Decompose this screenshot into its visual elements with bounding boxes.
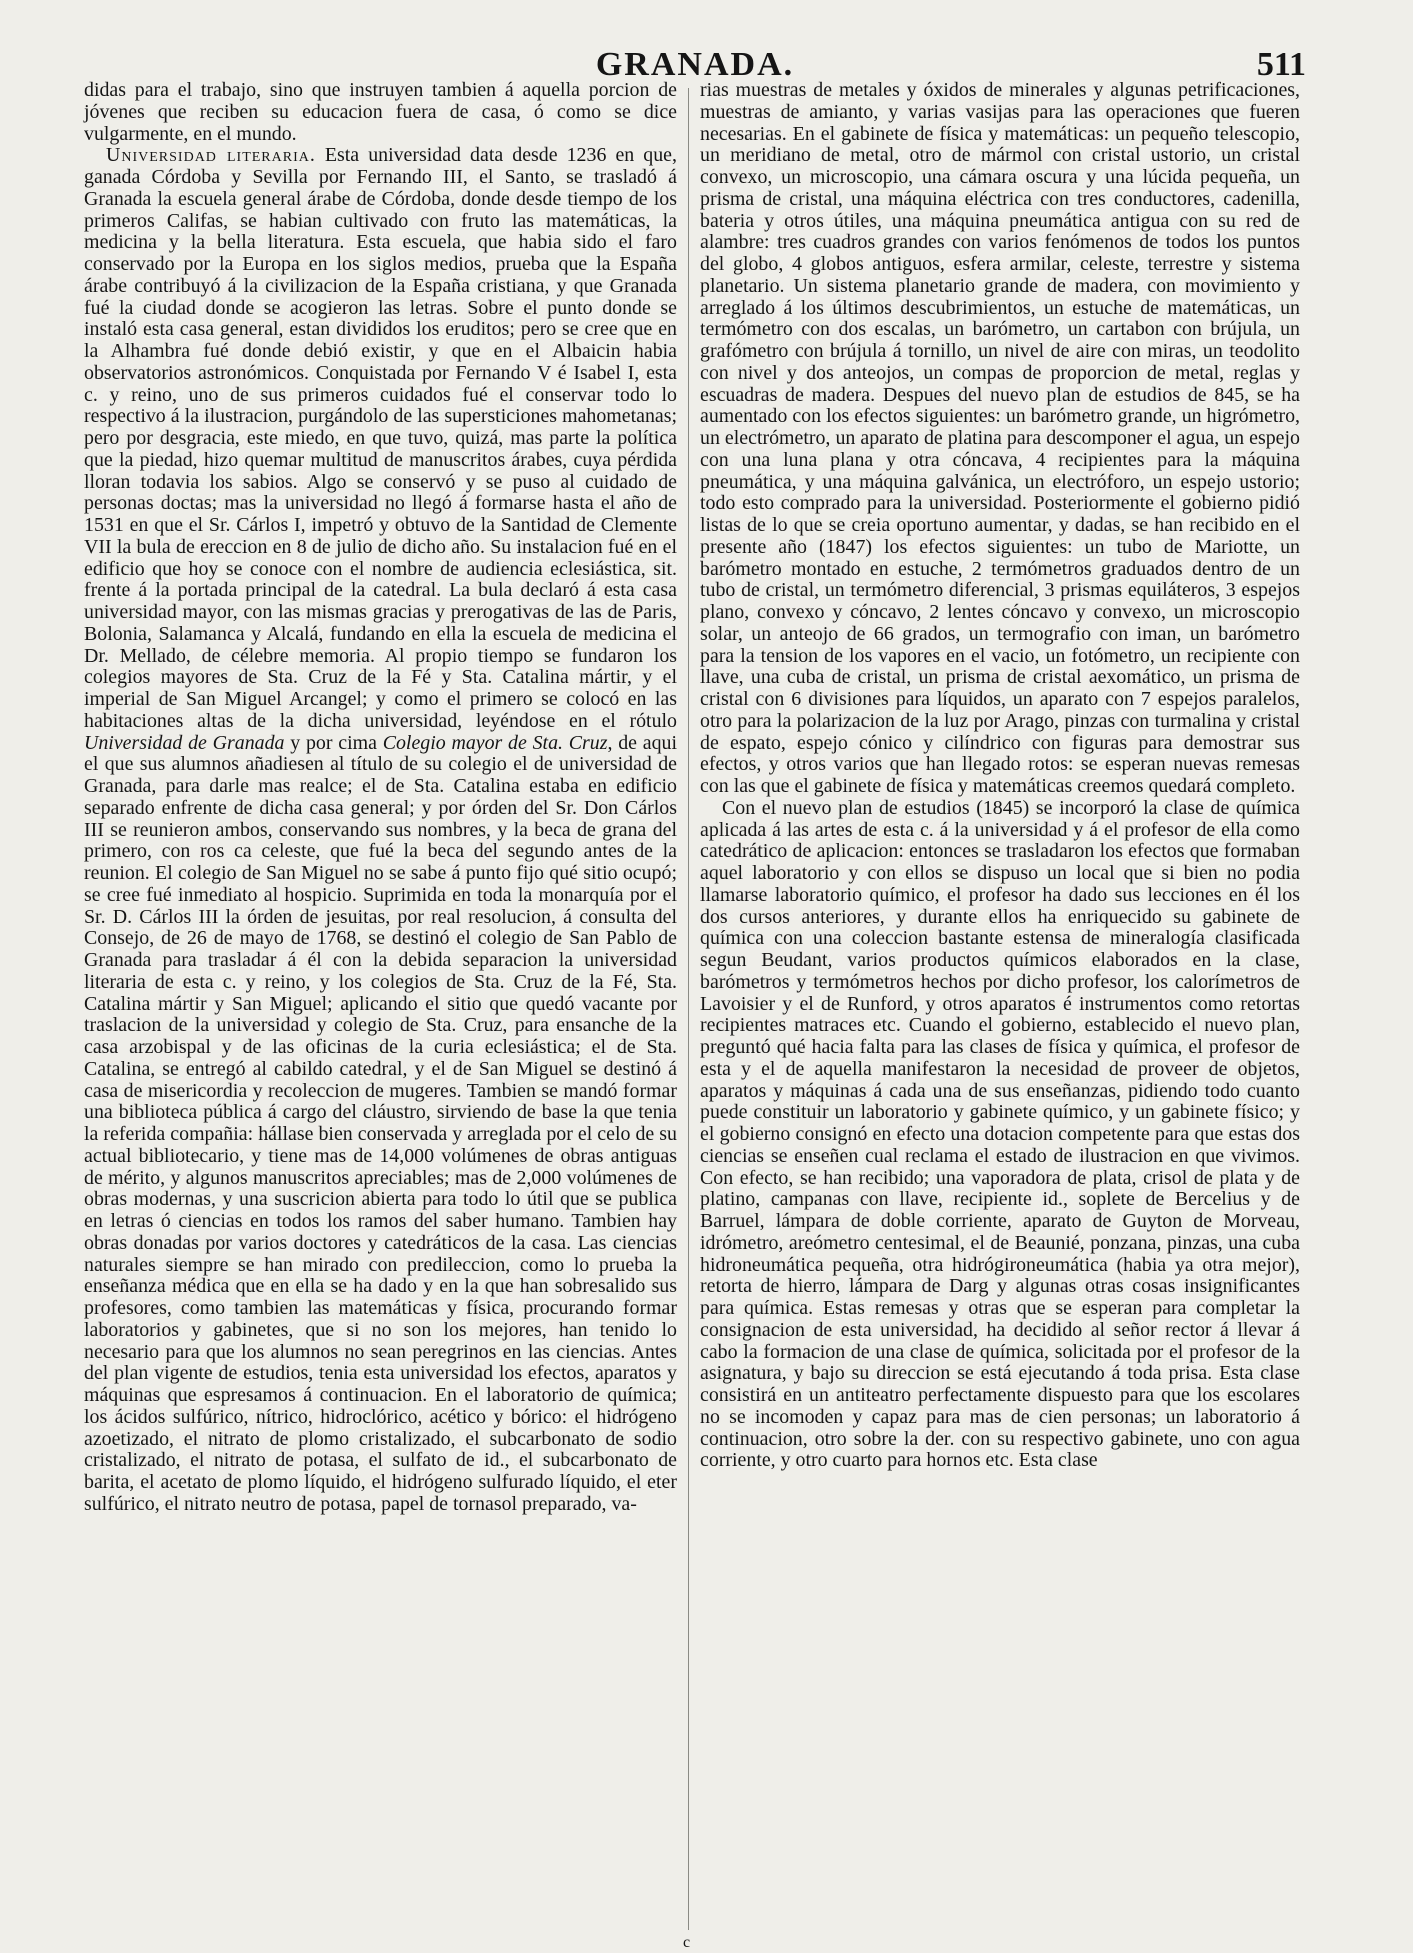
- paragraph-text: Esta universidad data desde 1236 en que, ganada Córdoba y Sevilla por Fernando III, el Santo, se trasladó á Granada la escuela general árabe de Córdoba, donde desde tiempo de los primeros Califas, se habian cultivado con fruto las matemáticas, la medicina y la bella literatura. Esta escuela, que habia sido el faro conservado por la Europa en los siglos medios, prueba que la España árabe contribuyó á la civilizacion de la España cristiana, y que Granada fué la ciudad donde se acogieron las letras. Sobre el punto donde se instaló esta casa general, estan divididos los eruditos; pero se cree que en la Alhambra fué donde debió existir, y que en el Albaicin habia observatorios astronómicos. Conquistada por Fernando V é Isabel I, esta c. y reino, uno de sus primeros cuidados fué el conservar todo lo respectivo á la ilustracion, purgándolo de las supersticiones mahometanas; pero por desgracia, este miedo, en que tuvo, quizá, mas parte la política que la piedad, hizo quemar multitud de manuscritos árabes, cuya pérdida lloran todavia los sabios. Algo se conservó y se puso al cuidado de personas doctas; mas la universidad no llegó á formarse hasta el año de 1531 en que el Sr. Cárlos I, impetró y obtuvo de la Santidad de Clemente VII la bula de ereccion en 8 de julio de dicho año. Su instalacion fué en el edificio que hoy se conoce con el nombre de audiencia eclesiástica, sit. frente á la portada principal de la catedral. La bula declaró á esta casa universidad mayor, con las mismas gracias y prerogativas de las de Paris, Bolonia, Salamanca y Alcalá, fundando en ella la escuela de medicina el Dr. Mellado, de célebre memoria. Al propio tiempo se fundaron los colegios mayores de Sta. Cruz de la Fé y Sta. Catalina mártir, y el imperial de San Miguel Arcangel; y como el primero se colocó en las habitaciones altas de la dicha universidad, leyéndose en el rótulo: [84, 144, 677, 732]
- paragraph-universidad: [84, 145, 677, 1515]
- paragraph-text: , de aqui el que sus alumnos añadiesen al título de su colegio el de universidad de Granada, para darle mas realce; el de Sta. Catalina estaba en edificio separado enfrente de dicha casa general; y por órden del Sr. Don Cárlos III se reunieron ambos, conservando sus nombres, y la beca de grana del primero, con ros ca celeste, que fué la beca del segundo antes de la reunion. El colegio de San Miguel no se sabe á punto fijo qué sitio ocupó; se cree fué inmediato al hospicio. Suprimida en toda la monarquía por el Sr. D. Cárlos III la órden de jesuitas, por real resolucion, á consulta del Consejo, de 26 de mayo de 1768, se destinó el colegio de San Pablo de Granada para trasladar á él con la debida separacion la universidad literaria de esta c. y reino, y los colegios de Sta. Cruz de la Fé, Sta. Catalina mártir y San Miguel; aplicando el sitio que quedó vacante por traslacion de la universidad y colegio de Sta. Cruz, para ensanche de la casa arzobispal y de las oficinas de la curia eclesiástica; el de Sta. Catalina, se entregó al cabildo catedral, y el de San Miguel se destinó á casa de misericordia y recoleccion de mugeres. Tambien se mandó formar una biblioteca pública á cargo del cláustro, sirviendo de base la que tenia la referida compañia: hállase bien conservada y arreglada por el celo de su actual bibliotecario, y tiene mas de 14,000 volúmenes de obras antiguas de mérito, y algunos manuscritos apreciables; mas de 2,000 volúmenes de obras modernas, y una suscricion abierta para todo lo útil que se publica en letras ó ciencias en todos los ramos del saber humano. Tambien hay obras donadas por varios doctores y catedráticos de la casa. Las ciencias naturales siempre se han mirado con predileccion, como lo prueba la enseñanza médica que en ella se ha dado y en la que han sobresalido sus profesores, como tambien las matemáticas y física, procurando formar laboratorios y gabinetes, que si no son los mejores, han tenido lo necesario para que los alumnos no sean peregrinos en las ciencias. Antes del plan vigente de estudios, tenia esta universidad los efectos, aparatos y máquinas que espresamos á continuacion. En el laboratorio de química; los ácidos sulfúrico, nítrico, hidroclórico, acético y bórico: el hidrógeno azoetizado, el nitrato de plomo cristalizado, el subcarbonato de sodio cristalizado, el nitrato de potasa, el sulfato de id., el subcarbonato de barita, el acetato de plomo líquido, el hidrógeno sulfurado líquido, el eter sulfúrico, el nitrato neutro de potasa, papel de tornasol preparado, va-: [84, 731, 678, 1515]
- column-divider: [688, 88, 689, 1930]
- left-column: [84, 80, 677, 1516]
- page-number: 511: [1256, 46, 1306, 83]
- italic-inscription: Colegio mayor de Sta. Cruz: [382, 731, 608, 754]
- italic-inscription: Universidad de Granada: [84, 731, 285, 754]
- running-head: GRANADA.: [595, 46, 795, 83]
- paragraph-gabinete: rias muestras de metales y óxidos de minerales y algunas petrificaciones, muestras de amianto, y varias vasijas para las operaciones que fueren necesarias. En el gabinete de física y matemáticas: un pequeño telescopio, un meridiano de metal, otro de mármol con cristal ustorio, un cristal convexo, un microscopio, una cámara oscura y una lúcida pequeña, un prisma de cristal, una máquina eléctrica con tres conductores, cadenilla, bateria y otros útiles, una máquina pneumática antigua con su red de alambre: tres cuadros grandes con varios fenómenos de todos los puntos del globo, 4 globos antiguos, esfera armilar, celeste, terrestre y sistema planetario. Un sistema planetario grande de madera, con movimiento y arreglado á los últimos descubrimientos, un estuche de matemáticas, un termómetro con dos escalas, un barómetro, un cartabon con brújula, un grafómetro con brújula á tornillo, un nivel de aire con miras, un teodolito con nivel y dos anteojos, un compas de proporcion de metal, reglas y escuadras de madera. Despues del nuevo plan de estudios de 845, se ha aumentado con los efectos siguientes: un barómetro grande, un higrómetro, un electrómetro, un aparato de platina para descomponer el agua, un espejo con una luna plana y otra cóncava, 4 recipientes para la máquina pneumática, y una máquina galvánica, un electróforo, un espejo ustorio; todo esto comprado para la universidad. Posteriormente el gobierno pidió listas de lo que se creia oportuno aumentar, y dadas, se han recibido en el presente año (1847) los efectos siguientes: un tubo de Mariotte, un barómetro montado en estuche, 2 termómetros graduados dentro de un tubo de cristal, un termómetro diferencial, 3 prismas equiláteros, 3 espejos plano, convexo y cóncavo, 2 lentes cóncavo y convexo, un microscopio solar, un anteojo de 66 grados, un termografio con iman, un barómetro para la tension de los vapores en el vacio, un fotómetro, un recipiente con llave, una cuba de cristal, un prisma de cristal aexomático, un prisma de cristal con 6 divisiones para líquidos, un aparato con 7 espejos paralelos, otro para la polarizacion de la luz por Arago, pinzas con turmalina y cristal de espato, espejo cónico y cilíndrico con figuras para demostrar sus efectos, y otros varios que han llegado rotos: se esperan nuevas remesas con las que el gabinete de física y matemáticas creemos quedará completo.: [700, 79, 1300, 797]
- paragraph-text: y por cima: [284, 731, 383, 754]
- paragraph-quimica: Con el nuevo plan de estudios (1845) se incorporó la clase de química aplicada á las artes de esta c. á la universidad y á el profesor de ella como catedrático de aplicacion: entonces se trasladaron los efectos que formaban aquel laboratorio y con ellos se dispuso un local que si bien no podia llamarse laboratorio químico, el profesor ha dado sus lecciones en él los dos cursos anteriores, y durante ellos ha enriquecido su gabinete de química con una coleccion bastante estensa de mineralogía clasificada segun Beudant, varios productos químicos elaborados en la clase, barómetros y termómetros hechos por dicho profesor, los calorímetros de Lavoisier y el de Runford, y otros aparatos é instrumentos como retortas recipientes matraces etc. Cuando el gobierno, establecido el nuevo plan, preguntó qué hacia falta para las clases de física y química, el profesor de esta y el de aquella manifestaron la necesidad de proveer de objetos, aparatos y máquinas á cada una de sus enseñanzas, pidiendo todo cuanto puede constituir un laboratorio y gabinete químico, y un gabinete físico; y el gobierno consignó en efecto una dotacion competente para que estas dos ciencias se enseñen cual reclama el estado de ilustracion en que vivimos. Con efecto, se han recibido; una vaporadora de plata, crisol de plata y de platino, campanas con llave, recipiente id., soplete de Bercelius y de Barruel, lámpara de doble corriente, aparato de Guyton de Morveau, idrómetro, areómetro centesimal, el de Beaunié, ponzana, pinzas, una cuba hidroneumática pequeña, otra hidrógironeumática (habia ya otra mejor), retorta de hierro, lámpara de Darg y algunas otras cosas insignificantes para química. Estas remesas y otras que se esperan para completar la consignacion de esta universidad, ha decidido al señor rector á llevar á cabo la formacion de una clase de química, solicitada por el profesor de la asignatura, y bajo su direccion se está ejecutando á toda prisa. Esta clase consistirá en un antiteatro perfectamente dispuesto para que los escolares no se incomoden y capaz para mas de cien personas; un laboratorio á continuacion, otro sobre la der. con su respectivo gabinete, uno con agua corriente, y otro cuarto para hornos etc. Esta clase: [700, 796, 1300, 1472]
- signature-mark: c: [683, 1934, 691, 1951]
- right-column: [700, 80, 1300, 1472]
- paragraph-continuation: didas para el trabajo, sino que instruyen tambien á aquella porcion de jóvenes que reciben su educacion fuera de casa, ó como se dice vulgarmente, en el mundo.: [84, 79, 677, 145]
- section-heading: Universidad literaria.: [106, 144, 316, 167]
